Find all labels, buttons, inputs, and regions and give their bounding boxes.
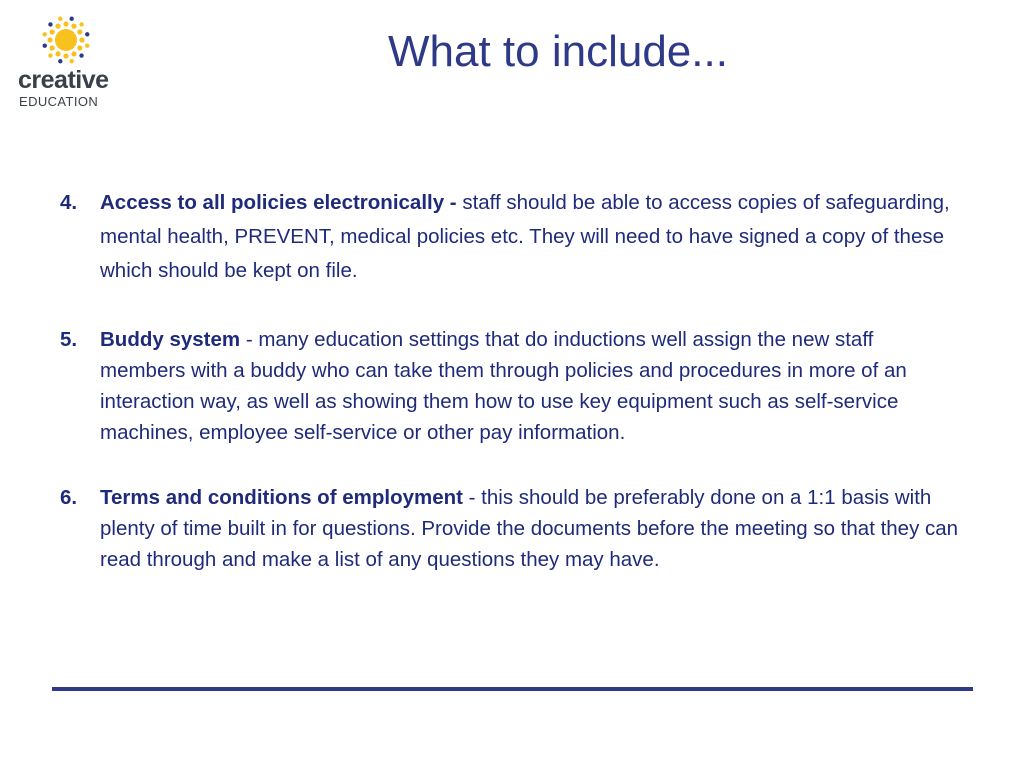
- list-item-6: [60, 482, 960, 575]
- sun-logo-icon: [40, 14, 92, 66]
- bottom-divider: [52, 687, 973, 691]
- logo-subtitle: EDUCATION: [19, 94, 99, 109]
- content-list: [60, 186, 960, 575]
- list-item-text: - this should be preferably done on a 1:1 basis with plenty of time built in for questions. Provide the documents before the meeting so that they can read through and make a list of any questions they may have.: [100, 486, 959, 571]
- list-item-number: 5.: [60, 328, 78, 351]
- list-item-number: 4.: [60, 191, 78, 214]
- creative-education-logo: [18, 12, 118, 112]
- list-item-heading: Buddy system: [100, 328, 241, 351]
- list-item-heading: Terms and conditions of employment: [100, 486, 463, 509]
- slide-title: What to include...: [388, 27, 728, 76]
- logo-wordmark: creative: [18, 66, 109, 94]
- list-item-heading: Access to all policies electronically -: [100, 191, 457, 214]
- list-item-number: 6.: [60, 486, 78, 509]
- list-item-text: staff should be able to access copies of safeguarding, mental health, PREVENT, medical policies etc. They will need to have signed a copy of these which should be kept on file.: [100, 191, 950, 282]
- list-item-5: [60, 324, 960, 448]
- list-item-4: [60, 186, 960, 288]
- list-item-text: - many education settings that do inductions well assign the new staff members with a buddy who can take them through policies and procedures in more of an interaction way, as well as showing them how to use key equipment such as self-service machines, employee self-service or other pay information.: [100, 328, 907, 444]
